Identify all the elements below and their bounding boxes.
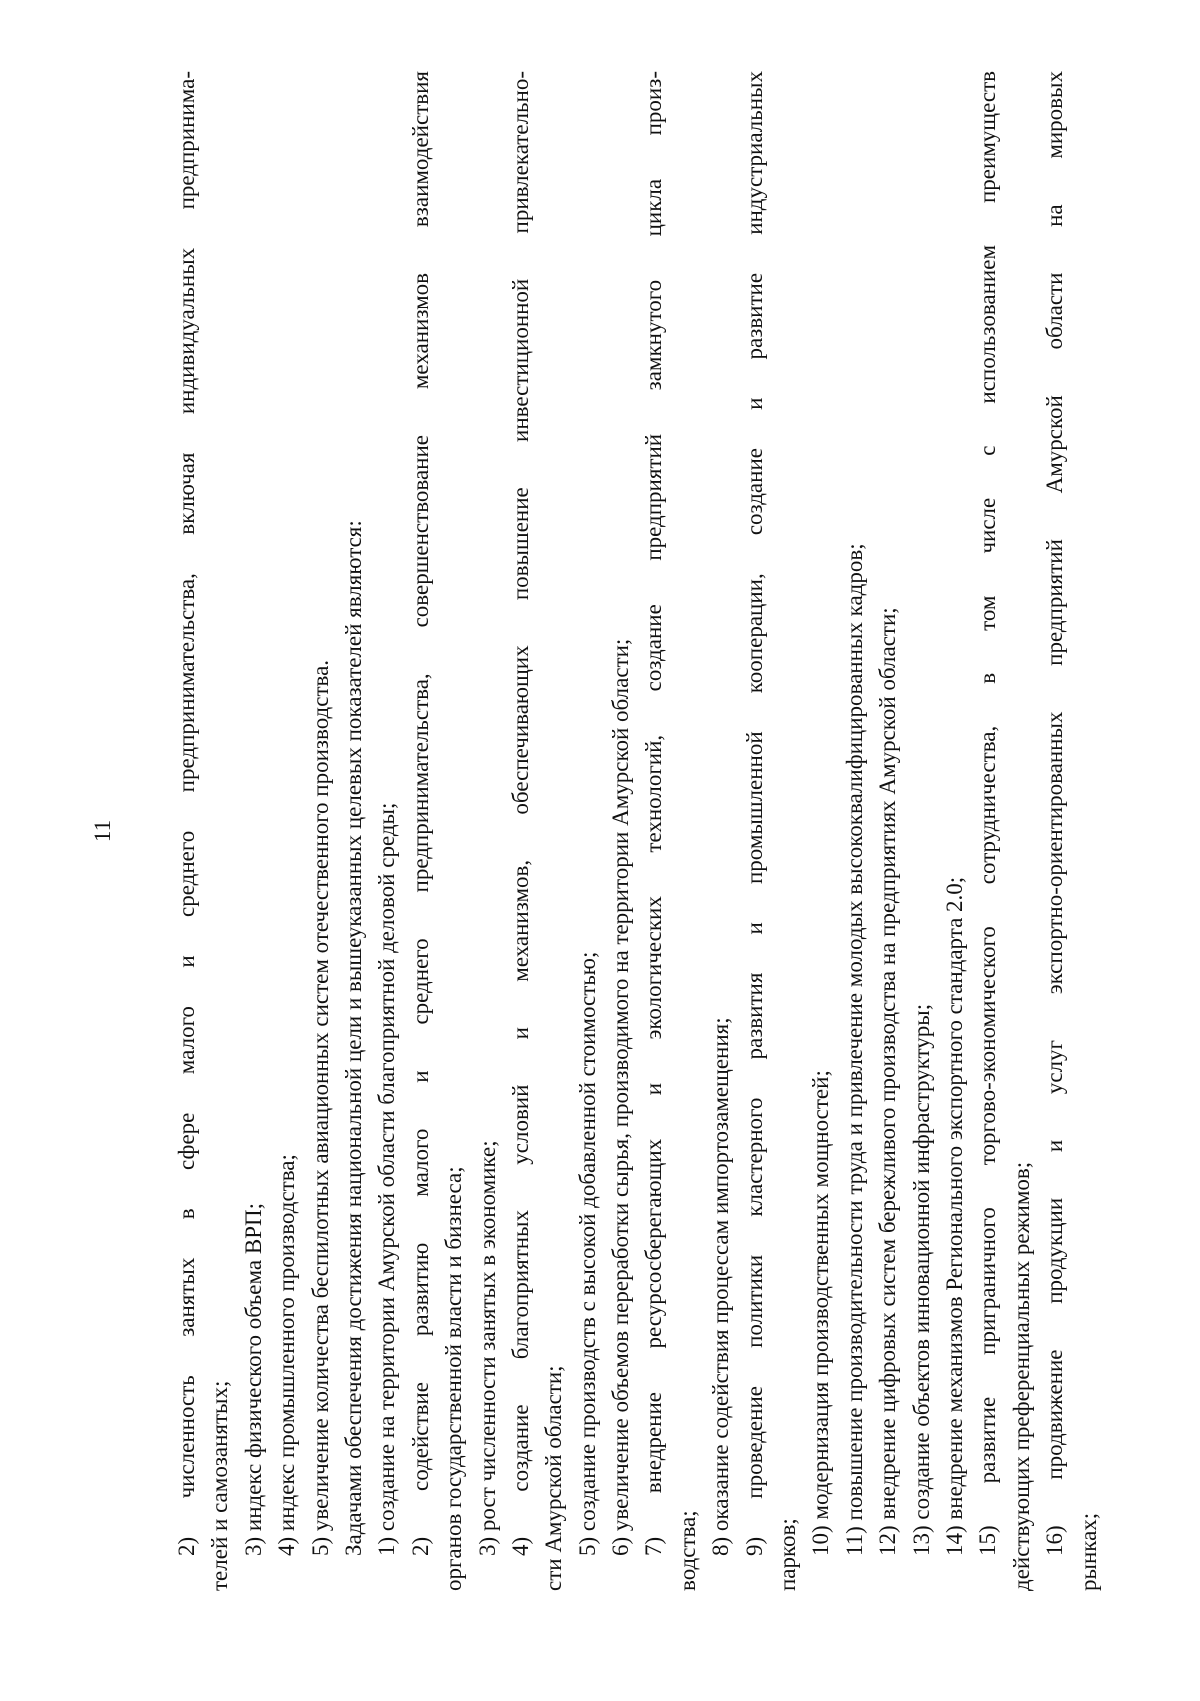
text-line: 14) внедрение механизмов Регионального экспортного стандарта 2.0; xyxy=(941,876,967,1556)
text-line: 13) создание объектов инновационной инфраструктуры; xyxy=(908,1003,934,1556)
page-number: 11 xyxy=(90,819,115,843)
text-line: водства; xyxy=(674,1510,700,1591)
text-line: 15) развитие приграничного торгово-экономического сотрудничества, в том числе с использованием преимуществ xyxy=(975,71,1001,1556)
text-line: 9) проведение политики кластерного развития и промышленной кооперации, создание и развитие индустриальных xyxy=(741,71,767,1556)
text-line: 7) внедрение ресурсосберегающих и экологических технологий, создание предприятий замкнутого цикла произ- xyxy=(641,71,667,1556)
text-line: 16) продвижение продукции и услуг экспортно-ориентированных предприятий Амурской области на мировых xyxy=(1042,71,1068,1556)
rotated-text-block xyxy=(90,71,1101,1591)
text-line: Задачами обеспечения достижения национальной цели и вышеуказанных целевых показателей являются: xyxy=(340,520,366,1556)
text-line: действующих преференциальных режимов; xyxy=(1008,1161,1034,1591)
text-line: 2) содействие развитию малого и среднего предпринимательства, совершенствование механизмов взаимодействия xyxy=(407,71,433,1556)
document-body xyxy=(170,71,1105,1591)
text-line: 4) индекс промышленного производства; xyxy=(274,1154,300,1556)
text-line: 8) оказание содействия процессам импортозамещения; xyxy=(708,1017,734,1556)
text-line: 10) модернизация производственных мощностей; xyxy=(808,1070,834,1556)
text-line: 4) создание благоприятных условий и механизмов, обеспечивающих повышение инвестиционной привлекательно- xyxy=(507,71,533,1556)
text-line: органов государственной власти и бизнеса; xyxy=(441,1166,467,1591)
text-line: 5) создание производств с высокой добавленной стоимостью; xyxy=(574,951,600,1556)
text-line: 2) численность занятых в сфере малого и среднего предпринимательства, включая индивидуальных предпринима- xyxy=(174,71,199,1556)
text-line: рынках; xyxy=(1075,1512,1101,1591)
text-line: сти Амурской области; xyxy=(541,1365,567,1591)
text-line: парков; xyxy=(775,1518,801,1591)
text-line: 3) рост численности занятых в экономике; xyxy=(474,1140,500,1556)
text-line: 11) повышение производительности труда и привлечение молодых высококвалифицированных кадров; xyxy=(841,543,867,1556)
text-line: 12) внедрение цифровых систем бережливого производства на предприятиях Амурской области; xyxy=(875,607,901,1556)
text-line: 5) увеличение количества беспилотных авиационных систем отечественного производства. xyxy=(307,659,333,1556)
text-line: 6) увеличение объемов переработки сырья, производимого на территории Амурской области; xyxy=(608,638,634,1556)
text-line: телей и самозанятых; xyxy=(207,1380,233,1591)
text-line: 3) индекс физического объема ВРП; xyxy=(240,1203,266,1556)
text-line: 1) создание на территории Амурской области благоприятной деловой среды; xyxy=(374,802,400,1556)
